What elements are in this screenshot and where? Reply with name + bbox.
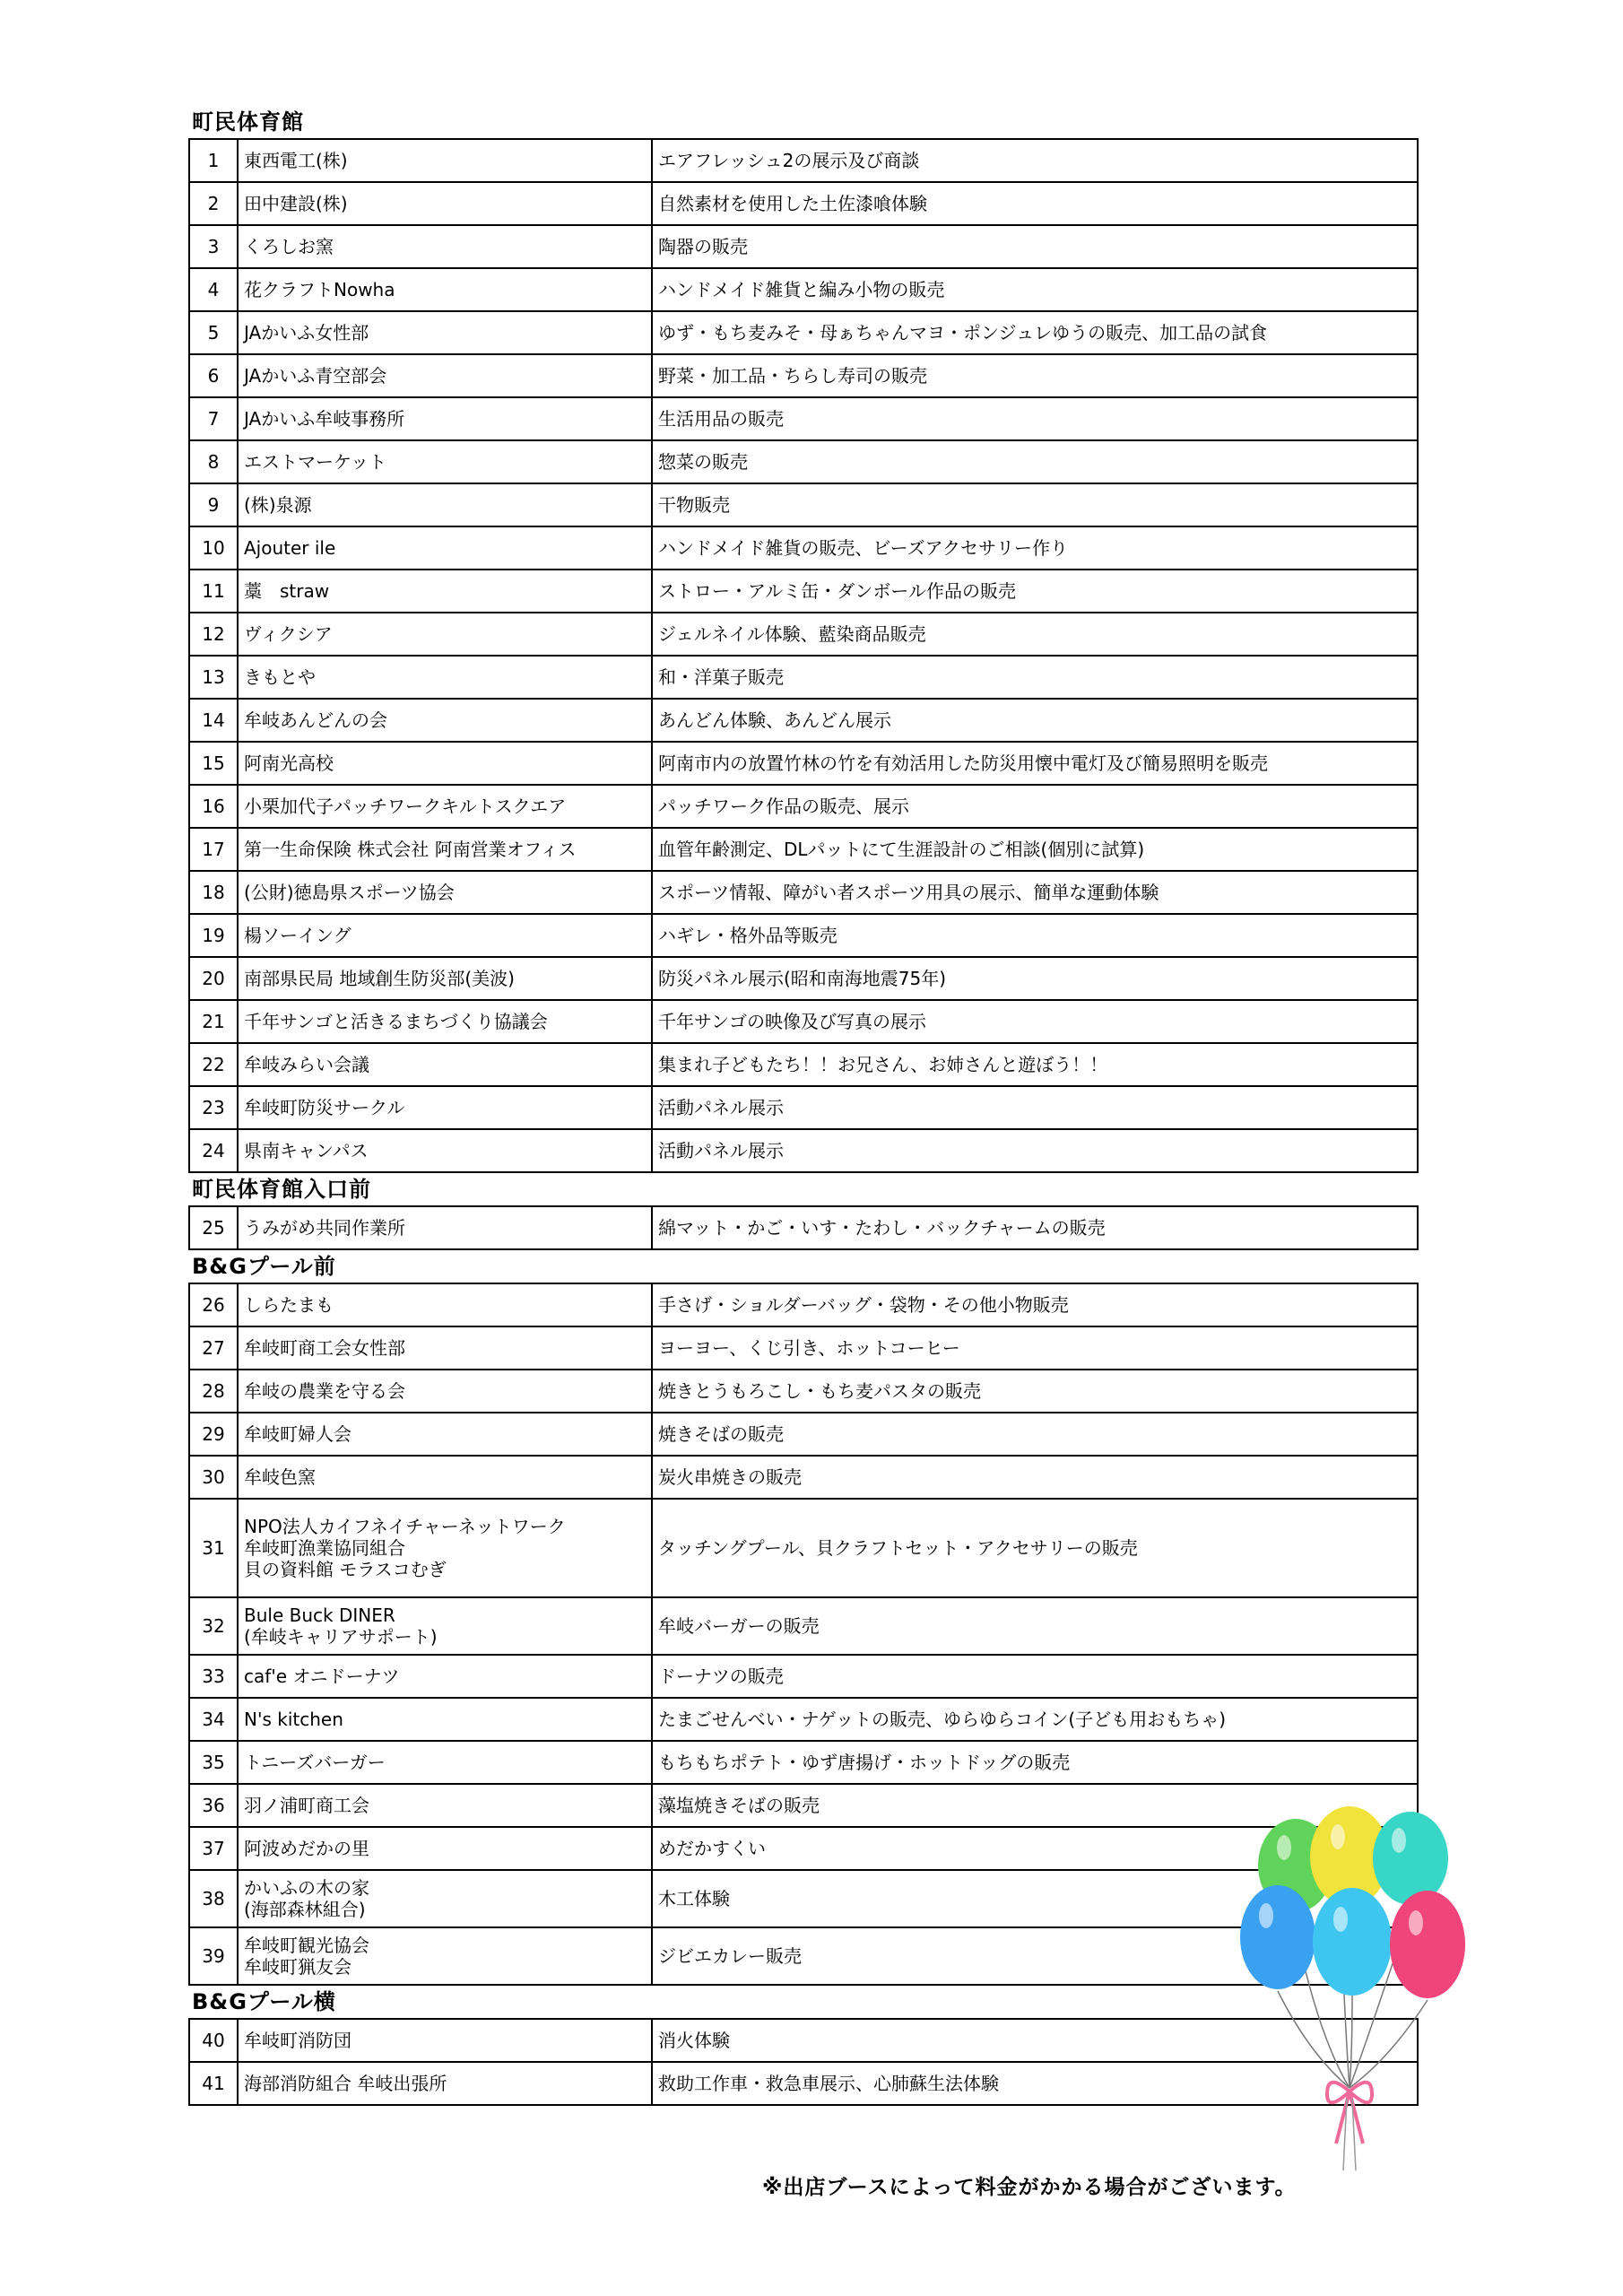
exhibitor-name: 小栗加代子パッチワークキルトスクエア [238,785,652,828]
booth-content: 血管年齢測定、DLパットにて生涯設計のご相談(個別に試算) [652,828,1418,871]
exhibitor-name: ヴィクシア [238,613,652,656]
booth-number: 21 [189,1000,238,1043]
table-row [189,2019,1418,2062]
table-row [189,1655,1418,1698]
booth-content: 木工体験 [652,1870,1418,1927]
table-row [189,914,1418,957]
exhibitor-name: きもとや [238,656,652,699]
booth-number: 9 [189,483,238,526]
exhibitor-name: caf'e オニドーナツ [238,1655,652,1698]
exhibitor-name: 第一生命保険 株式会社 阿南営業オフィス [238,828,652,871]
booth-list-page [188,106,1419,2106]
table-row [189,1043,1418,1086]
booth-content: 生活用品の販売 [652,397,1418,440]
exhibitor-name: トニーズバーガー [238,1741,652,1784]
booth-content: ジェルネイル体験、藍染商品販売 [652,613,1418,656]
table-row [189,699,1418,742]
booth-number: 22 [189,1043,238,1086]
balloons-icon [1237,1803,1506,2179]
booth-content: 牟岐バーガーの販売 [652,1597,1418,1655]
exhibitor-name: 牟岐町婦人会 [238,1413,652,1456]
booth-number: 7 [189,397,238,440]
booth-number: 35 [189,1741,238,1784]
table-row [189,871,1418,914]
table-row [189,1927,1418,1985]
table-row [189,1597,1418,1655]
exhibitor-name: 牟岐色窯 [238,1456,652,1499]
table-row [189,354,1418,397]
table-row [189,182,1418,225]
booth-content: 防災パネル展示(昭和南海地震75年) [652,957,1418,1000]
table-row [189,613,1418,656]
section-title: 町民体育館 [192,109,304,135]
table-row [189,1000,1418,1043]
table-row [189,785,1418,828]
table-row [189,570,1418,613]
booth-number: 26 [189,1283,238,1326]
booth-number: 10 [189,526,238,570]
booth-number: 36 [189,1784,238,1827]
booth-number: 20 [189,957,238,1000]
booth-content: 活動パネル展示 [652,1129,1418,1172]
exhibitor-name: N's kitchen [238,1698,652,1741]
booth-content: ハギレ・格外品等販売 [652,914,1418,957]
table-row [189,1827,1418,1870]
booth-content: 焼きそばの販売 [652,1413,1418,1456]
booth-number: 17 [189,828,238,871]
booth-number: 13 [189,656,238,699]
booth-content: ハンドメイド雑貨と編み小物の販売 [652,268,1418,311]
booth-number: 30 [189,1456,238,1499]
exhibitor-name: 田中建設(株) [238,182,652,225]
exhibitor-name: 牟岐町商工会女性部 [238,1326,652,1370]
booth-number: 27 [189,1326,238,1370]
booth-content: 藻塩焼きそばの販売 [652,1784,1418,1827]
exhibitor-name: 阿南光高校 [238,742,652,785]
table-row [189,139,1418,182]
exhibitor-name: 牟岐町消防団 [238,2019,652,2062]
booth-content: ゆず・もち麦みそ・母ぁちゃんマヨ・ポンジュレゆうの販売、加工品の試食 [652,311,1418,354]
table-row [189,1206,1418,1249]
table-row [189,225,1418,268]
booth-content: 千年サンゴの映像及び写真の展示 [652,1000,1418,1043]
booth-content: パッチワーク作品の販売、展示 [652,785,1418,828]
booth-content: 和・洋菓子販売 [652,656,1418,699]
booth-number: 5 [189,311,238,354]
booth-content: 綿マット・かご・いす・たわし・バックチャームの販売 [652,1206,1418,1249]
table-row [189,268,1418,311]
booth-table [188,138,1419,1173]
booth-content: 阿南市内の放置竹林の竹を有効活用した防災用懐中電灯及び簡易照明を販売 [652,742,1418,785]
booth-content: 手さげ・ショルダーバッグ・袋物・その他小物販売 [652,1283,1418,1326]
section-title: B&Gプール横 [192,1989,336,2014]
table-row [189,1370,1418,1413]
table-row [189,1413,1418,1456]
booth-content: 活動パネル展示 [652,1086,1418,1129]
booth-number: 15 [189,742,238,785]
table-row [189,1784,1418,1827]
booth-number: 12 [189,613,238,656]
booth-number: 24 [189,1129,238,1172]
booth-table [188,1205,1419,1250]
exhibitor-name: 牟岐みらい会議 [238,1043,652,1086]
section-title: 町民体育館入口前 [192,1177,371,1202]
exhibitor-name: (公財)徳島県スポーツ協会 [238,871,652,914]
booth-content: あんどん体験、あんどん展示 [652,699,1418,742]
booth-number: 23 [189,1086,238,1129]
booth-table [188,1283,1419,1986]
booth-content: ハンドメイド雑貨の販売、ビーズアクセサリー作り [652,526,1418,570]
exhibitor-name: 県南キャンパス [238,1129,652,1172]
exhibitor-name: かいふの木の家 (海部森林組合) [238,1870,652,1927]
exhibitor-name: 花クラフトNowha [238,268,652,311]
table-row [189,828,1418,871]
booth-content: 消火体験 [652,2019,1418,2062]
exhibitor-name: Ajouter ile [238,526,652,570]
exhibitor-name: エストマーケット [238,440,652,483]
table-row [189,440,1418,483]
booth-number: 40 [189,2019,238,2062]
booth-content: 救助工作車・救急車展示、心肺蘇生法体験 [652,2062,1418,2105]
booth-number: 14 [189,699,238,742]
footer-note: ※出店ブースによって料金がかかる場合がございます。 [762,2176,1297,2199]
booth-content: 集まれ子どもたち！！お兄さん、お姉さんと遊ぼう！！ [652,1043,1418,1086]
booth-number: 19 [189,914,238,957]
booth-number: 25 [189,1206,238,1249]
exhibitor-name: 海部消防組合 牟岐出張所 [238,2062,652,2105]
exhibitor-name: 楊ソーイング [238,914,652,957]
exhibitor-name: 東西電工(株) [238,139,652,182]
booth-content: ヨーヨー、くじ引き、ホットコーヒー [652,1326,1418,1370]
section-title: B&Gプール前 [192,1254,336,1279]
booth-number: 31 [189,1499,238,1597]
exhibitor-name: (株)泉源 [238,483,652,526]
booth-number: 2 [189,182,238,225]
booth-number: 38 [189,1870,238,1927]
sections-container [188,106,1419,2106]
exhibitor-name: NPO法人カイフネイチャーネットワーク 牟岐町漁業協同組合 貝の資料館 モラスコむぎ [238,1499,652,1597]
exhibitor-name: 羽ノ浦町商工会 [238,1784,652,1827]
booth-number: 28 [189,1370,238,1413]
booth-number: 37 [189,1827,238,1870]
booth-content: ジビエカレー販売 [652,1927,1418,1985]
exhibitor-name: くろしお窯 [238,225,652,268]
table-row [189,1698,1418,1741]
table-row [189,311,1418,354]
table-row [189,2062,1418,2105]
table-row [189,1741,1418,1784]
exhibitor-name: 牟岐あんどんの会 [238,699,652,742]
booth-number: 39 [189,1927,238,1985]
booth-number: 34 [189,1698,238,1741]
exhibitor-name: 牟岐町観光協会 牟岐町猟友会 [238,1927,652,1985]
exhibitor-name: 阿波めだかの里 [238,1827,652,1870]
table-row [189,1283,1418,1326]
booth-content: ドーナツの販売 [652,1655,1418,1698]
booth-content: 干物販売 [652,483,1418,526]
table-row [189,742,1418,785]
exhibitor-name: JAかいふ青空部会 [238,354,652,397]
table-row [189,1129,1418,1172]
booth-number: 33 [189,1655,238,1698]
exhibitor-name: 千年サンゴと活きるまちづくり協議会 [238,1000,652,1043]
exhibitor-name: JAかいふ牟岐事務所 [238,397,652,440]
booth-content: 陶器の販売 [652,225,1418,268]
booth-content: 炭火串焼きの販売 [652,1456,1418,1499]
table-row [189,656,1418,699]
table-row [189,957,1418,1000]
booth-content: たまごせんべい・ナゲットの販売、ゆらゆらコイン(子ども用おもちゃ) [652,1698,1418,1741]
booth-content: タッチングプール、貝クラフトセット・アクセサリーの販売 [652,1499,1418,1597]
booth-number: 4 [189,268,238,311]
booth-number: 11 [189,570,238,613]
table-row [189,397,1418,440]
exhibitor-name: 牟岐町防災サークル [238,1086,652,1129]
table-row [189,483,1418,526]
booth-content: スポーツ情報、障がい者スポーツ用具の展示、簡単な運動体験 [652,871,1418,914]
table-row [189,526,1418,570]
booth-number: 29 [189,1413,238,1456]
booth-content: 焼きとうもろこし・もち麦パスタの販売 [652,1370,1418,1413]
booth-number: 18 [189,871,238,914]
booth-number: 6 [189,354,238,397]
booth-number: 16 [189,785,238,828]
booth-content: 自然素材を使用した土佐漆喰体験 [652,182,1418,225]
booth-table [188,2018,1419,2106]
booth-content: 野菜・加工品・ちらし寿司の販売 [652,354,1418,397]
booth-number: 1 [189,139,238,182]
booth-content: もちもちポテト・ゆず唐揚げ・ホットドッグの販売 [652,1741,1418,1784]
exhibitor-name: うみがめ共同作業所 [238,1206,652,1249]
booth-number: 3 [189,225,238,268]
booth-number: 32 [189,1597,238,1655]
table-row [189,1870,1418,1927]
booth-content: エアフレッシュ2の展示及び商談 [652,139,1418,182]
table-row [189,1086,1418,1129]
exhibitor-name: JAかいふ女性部 [238,311,652,354]
booth-number: 41 [189,2062,238,2105]
booth-content: めだかすくい [652,1827,1418,1870]
table-row [189,1326,1418,1370]
exhibitor-name: 牟岐の農業を守る会 [238,1370,652,1413]
exhibitor-name: 藁 straw [238,570,652,613]
table-row [189,1499,1418,1597]
exhibitor-name: しらたまも [238,1283,652,1326]
exhibitor-name: Bule Buck DINER (牟岐キャリアサポート) [238,1597,652,1655]
table-row [189,1456,1418,1499]
exhibitor-name: 南部県民局 地域創生防災部(美波) [238,957,652,1000]
booth-content: ストロー・アルミ缶・ダンボール作品の販売 [652,570,1418,613]
booth-number: 8 [189,440,238,483]
booth-content: 惣菜の販売 [652,440,1418,483]
